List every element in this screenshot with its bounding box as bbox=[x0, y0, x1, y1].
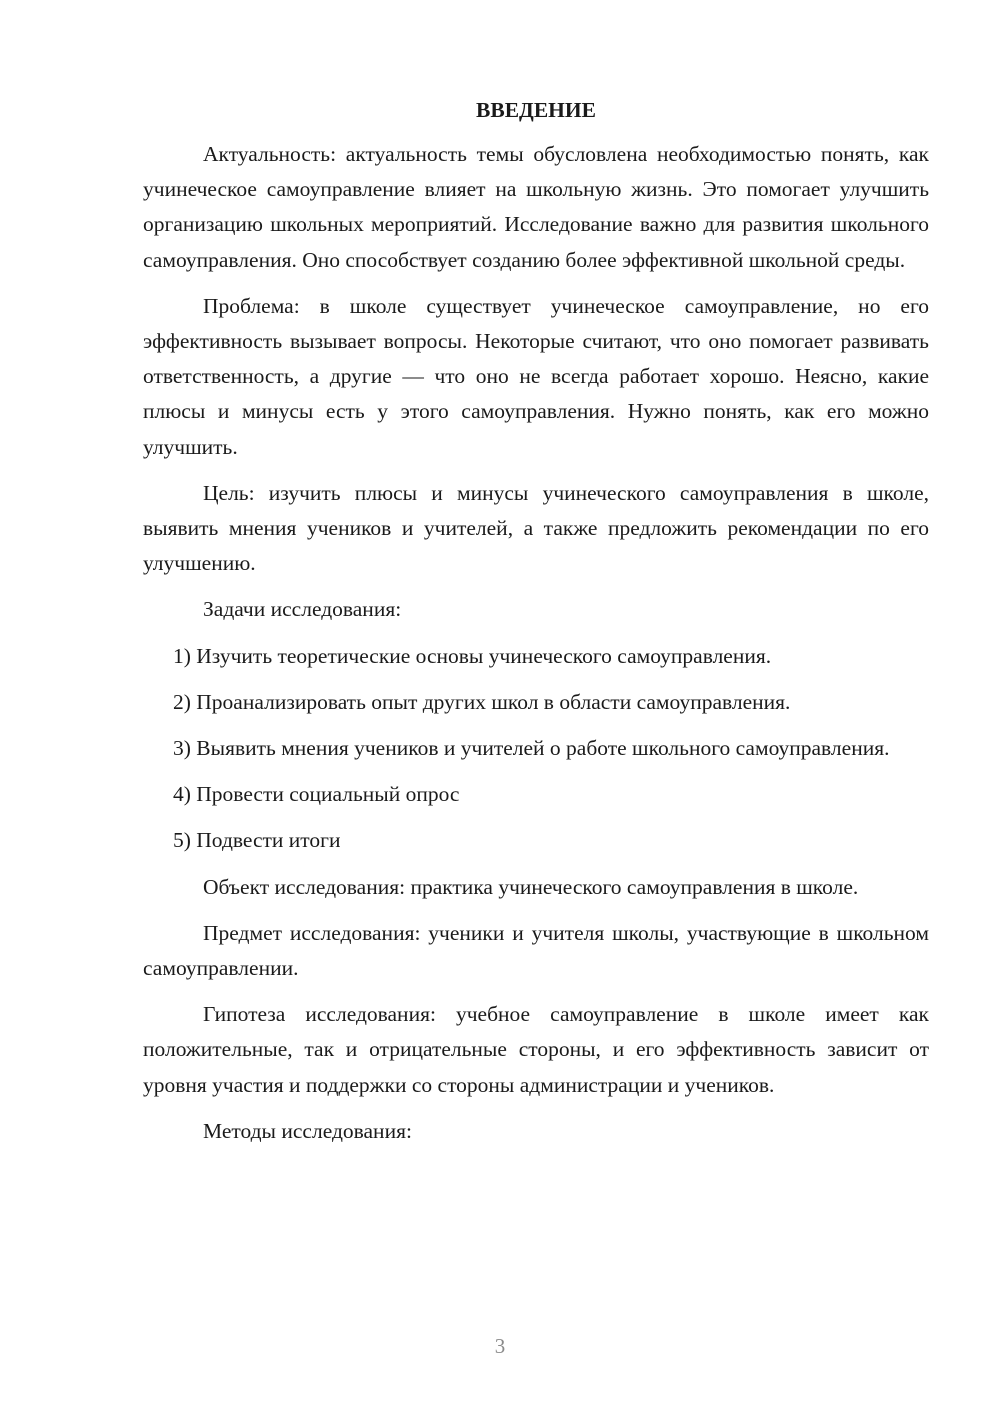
paragraph-hypothesis: Гипотеза исследования: учебное самоуправление в школе имеет как положительные, так и отрицательные стороны, и его эффективность зависит от уровня участия и поддержки со стороны администрации и учеников. bbox=[143, 1002, 929, 1097]
task-item: 4) Провести социальный опрос bbox=[173, 782, 460, 807]
task-item: 3) Выявить мнения учеников и учителей о работе школьного самоуправления. bbox=[173, 736, 890, 761]
task-item: 5) Подвести итоги bbox=[173, 828, 341, 853]
paragraph-problem: Проблема: в школе существует учинеческое самоуправление, но его эффективность вызывает вопросы. Некоторые считают, что оно помогает развивать ответственность, а другие — что оно не всегда работает хорошо. Неясно, какие плюсы и минусы есть у этого самоуправления. Нужно понять, как его можно улучшить. bbox=[143, 293, 929, 459]
paragraph-object: Объект исследования: практика учинеческого самоуправления в школе. bbox=[203, 874, 859, 899]
tasks-heading: Задачи исследования: bbox=[203, 597, 402, 622]
methods-heading: Методы исследования: bbox=[203, 1118, 412, 1143]
task-item: 1) Изучить теоретические основы учинеческого самоуправления. bbox=[173, 643, 772, 668]
paragraph-relevance: Актуальность: актуальность темы обусловлена необходимостью понять, как учинеческое самоуправление влияет на школьную жизнь. Это помогает улучшить организацию школьных мероприятий. Исследование важно для развития школьного самоуправления. Оно способствует созданию более эффективной школьной среды. bbox=[143, 142, 929, 272]
paragraph-subject: Предмет исследования: ученики и учителя школы, участвующие в школьном самоуправлении. bbox=[143, 920, 929, 981]
paragraph-goal: Цель: изучить плюсы и минусы учинеческого самоуправления в школе, выявить мнения учеников и учителей, а также предложить рекомендации по его улучшению. bbox=[143, 480, 929, 576]
page-number: 3 bbox=[494, 1334, 506, 1358]
task-item: 2) Проанализировать опыт других школ в области самоуправления. bbox=[173, 689, 791, 714]
page-title: ВВЕДЕНИЕ bbox=[476, 98, 596, 122]
page-content bbox=[143, 95, 929, 1160]
